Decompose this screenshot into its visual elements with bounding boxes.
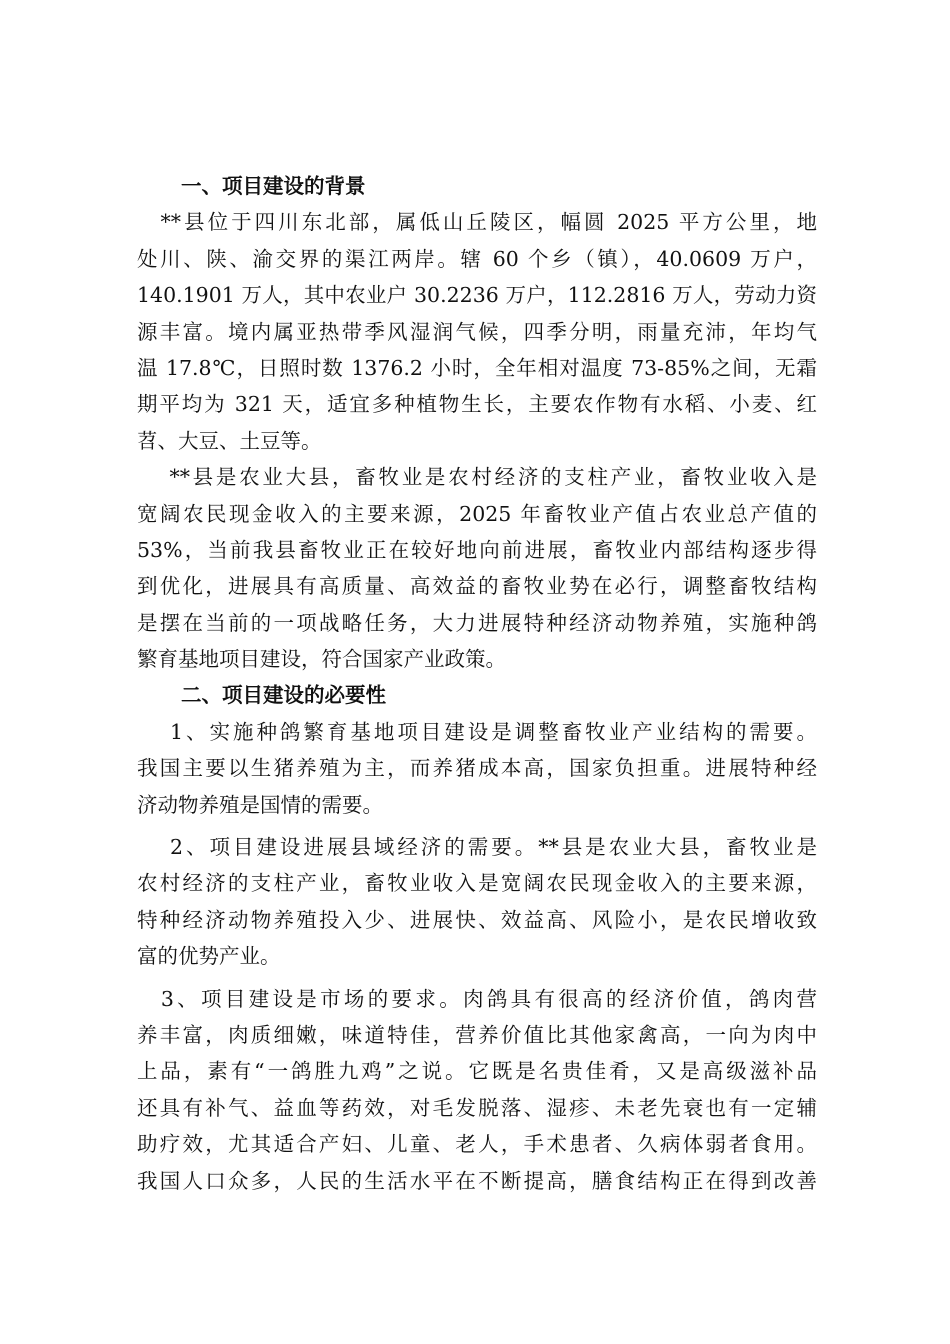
text-line: 还具有补气、益血等药效，对毛发脱落、湿疹、未老先衰也有一定辅 (137, 1095, 817, 1120)
text-line: 是摆在当前的一项战略任务，大力进展特种经济动物养殖，实施种鸽 (137, 610, 817, 635)
text-line: 济动物养殖是国情的需要。 (137, 792, 383, 817)
paragraph-necessity-3 (137, 981, 817, 1199)
text-line: 到优化，进展具有高质量、高效益的畜牧业势在必行，调整畜牧结构 (137, 574, 817, 599)
text-line: 繁育基地项目建设，符合国家产业政策。 (137, 647, 506, 672)
text-line: **县位于四川东北部，属低山丘陵区，幅圆 2025 平方公里，地 (137, 210, 817, 235)
text-line: 源丰富。境内属亚热带季风湿润气候，四季分明，雨量充沛，年均气 (137, 319, 817, 344)
text-line: 助疗效，尤其适合产妇、儿童、老人，手术患者、久病体弱者食用。 (137, 1132, 817, 1157)
text-line: 宽阔农民现金收入的主要来源，2025 年畜牧业产值占农业总产值的 (137, 501, 817, 526)
text-line: 上品，素有“一鸽胜九鸡”之说。它既是名贵佳肴，又是高级滋补品 (137, 1059, 817, 1084)
text-line: 3、项目建设是市场的要求。肉鸽具有很高的经济价值，鸽肉营 (137, 986, 817, 1011)
text-line: 苕、大豆、土豆等。 (137, 428, 322, 453)
text-line: 我国主要以生猪养殖为主，而养猪成本高，国家负担重。进展特种经 (137, 756, 817, 781)
text-line: 2、项目建设进展县域经济的需要。**县是农业大县，畜牧业是 (137, 835, 817, 860)
text-line: 我国人口众多，人民的生活水平在不断提高，膳食结构正在得到改善 (137, 1168, 817, 1193)
section-heading-background: 一、项目建设的背景 (181, 174, 366, 198)
text-line: 处川、陕、渝交界的渠江两岸。辖 60 个乡（镇），40.0609 万户， (137, 246, 817, 271)
text-line: 温 17.8℃，日照时数 1376.2 小时，全年相对温度 73-85%之间，无霜 (137, 355, 817, 380)
paragraph-necessity-2 (137, 829, 817, 975)
text-line: 特种经济动物养殖投入少、进展快、效益高、风险小，是农民增收致 (137, 907, 817, 932)
paragraph-necessity-1 (137, 714, 817, 823)
text-line: 140.1901 万人，其中农业户 30.2236 万户，112.2816 万人，劳动力资 (137, 283, 817, 308)
text-line: 期平均为 321 天，适宜多种植物生长，主要农作物有水稻、小麦、红 (137, 392, 817, 417)
text-line: 养丰富，肉质细嫩，味道特佳，营养价值比其他家禽高，一向为肉中 (137, 1022, 817, 1047)
text-line: 农村经济的支柱产业，畜牧业收入是宽阔农民现金收入的主要来源， (137, 871, 817, 896)
text-line: 富的优势产业。 (137, 944, 281, 969)
document-body (137, 168, 817, 1199)
text-line: 53%，当前我县畜牧业正在较好地向前进展，畜牧业内部结构逐步得 (137, 537, 817, 562)
paragraph-county-overview (137, 204, 817, 459)
text-line: 1、实施种鸽繁育基地项目建设是调整畜牧业产业结构的需要。 (137, 719, 817, 744)
section-heading-necessity: 二、项目建设的必要性 (181, 683, 386, 708)
paragraph-animal-husbandry (137, 459, 817, 677)
text-line: **县是农业大县，畜牧业是农村经济的支柱产业，畜牧业收入是 (137, 465, 817, 490)
